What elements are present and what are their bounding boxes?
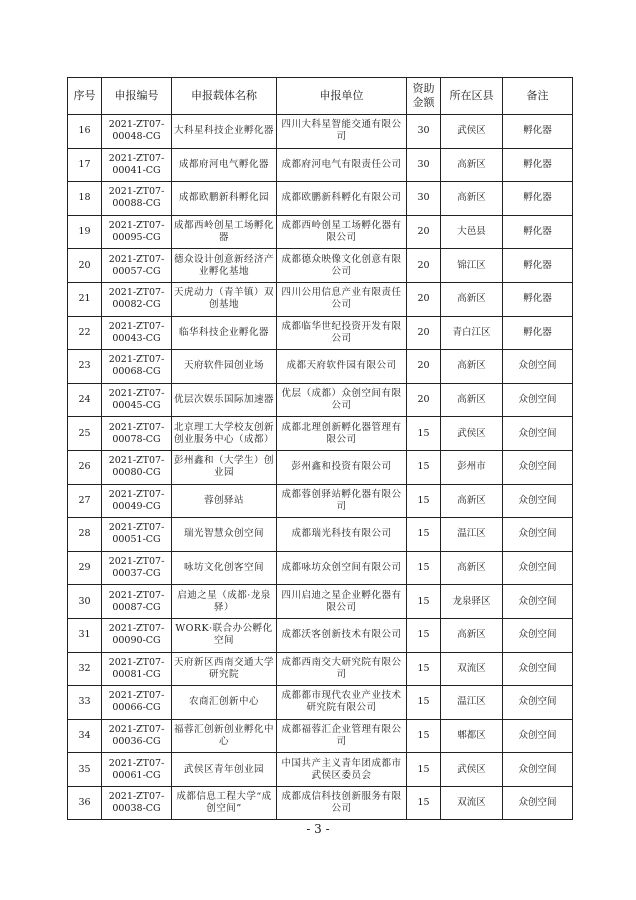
cell-district: 锦江区 — [441, 249, 503, 283]
cell-code: 2021-ZT07-00048-CG — [102, 115, 172, 149]
cell-note: 孵化器 — [503, 282, 573, 316]
cell-amount: 20 — [407, 249, 441, 283]
cell-code: 2021-ZT07-00068-CG — [102, 350, 172, 384]
cell-district: 大邑县 — [441, 215, 503, 249]
cell-note: 众创空间 — [503, 618, 573, 652]
cell-unit: 成都都市现代农业产业技术研究院有限公司 — [277, 686, 407, 720]
table-row — [68, 182, 573, 216]
cell-district: 高新区 — [441, 148, 503, 182]
cell-seq: 22 — [68, 316, 102, 350]
cell-carrier: 成都欧鹏新科孵化园 — [172, 182, 277, 216]
cell-district: 高新区 — [441, 383, 503, 417]
table-row — [68, 316, 573, 350]
cell-unit: 中国共产主义青年团成都市武侯区委员会 — [277, 753, 407, 787]
cell-seq: 33 — [68, 686, 102, 720]
table-row — [68, 417, 573, 451]
cell-code: 2021-ZT07-00038-CG — [102, 786, 172, 820]
table-row — [68, 350, 573, 384]
header-carrier: 申报载体名称 — [172, 78, 277, 115]
table-row — [68, 618, 573, 652]
cell-district: 高新区 — [441, 282, 503, 316]
cell-amount: 30 — [407, 115, 441, 149]
cell-seq: 25 — [68, 417, 102, 451]
cell-unit: 四川公用信息产业有限责任公司 — [277, 282, 407, 316]
cell-unit: 成都西南交大研究院有限公司 — [277, 652, 407, 686]
cell-district: 高新区 — [441, 182, 503, 216]
cell-unit: 成都成信科技创新服务有限公司 — [277, 786, 407, 820]
cell-note: 孵化器 — [503, 115, 573, 149]
cell-seq: 28 — [68, 518, 102, 552]
cell-amount: 15 — [407, 652, 441, 686]
cell-carrier: 天府软件园创业场 — [172, 350, 277, 384]
cell-seq: 19 — [68, 215, 102, 249]
cell-unit: 成都蓉创驿站孵化器有限公司 — [277, 484, 407, 518]
table-row — [68, 551, 573, 585]
cell-carrier: 天虎动力（青羊镇）双创基地 — [172, 282, 277, 316]
cell-note: 孵化器 — [503, 182, 573, 216]
cell-district: 温江区 — [441, 686, 503, 720]
cell-amount: 15 — [407, 551, 441, 585]
cell-amount: 30 — [407, 148, 441, 182]
cell-seq: 35 — [68, 753, 102, 787]
header-row — [68, 78, 573, 115]
cell-district: 彭州市 — [441, 450, 503, 484]
table-row — [68, 786, 573, 820]
cell-district: 高新区 — [441, 350, 503, 384]
cell-code: 2021-ZT07-00057-CG — [102, 249, 172, 283]
cell-code: 2021-ZT07-00061-CG — [102, 753, 172, 787]
cell-district: 武侯区 — [441, 115, 503, 149]
page-number: - 3 - — [306, 822, 330, 836]
cell-unit: 四川启迪之星企业孵化器有限公司 — [277, 585, 407, 619]
header-district: 所在区县 — [441, 78, 503, 115]
cell-district: 温江区 — [441, 518, 503, 552]
cell-seq: 18 — [68, 182, 102, 216]
cell-seq: 34 — [68, 719, 102, 753]
table-row — [68, 450, 573, 484]
cell-carrier: 成都西岭创星工场孵化器 — [172, 215, 277, 249]
table-row — [68, 115, 573, 149]
cell-note: 众创空间 — [503, 350, 573, 384]
table-row — [68, 484, 573, 518]
cell-district: 武侯区 — [441, 417, 503, 451]
cell-carrier: 德众设计创意新经济产业孵化基地 — [172, 249, 277, 283]
cell-unit: 成都瑞光科技有限公司 — [277, 518, 407, 552]
cell-amount: 15 — [407, 585, 441, 619]
cell-amount: 20 — [407, 316, 441, 350]
cell-amount: 30 — [407, 182, 441, 216]
cell-carrier: WORK·联合办公孵化空间 — [172, 618, 277, 652]
table-row — [68, 249, 573, 283]
cell-seq: 16 — [68, 115, 102, 149]
cell-seq: 31 — [68, 618, 102, 652]
cell-code: 2021-ZT07-00043-CG — [102, 316, 172, 350]
cell-amount: 15 — [407, 518, 441, 552]
cell-seq: 27 — [68, 484, 102, 518]
cell-unit: 彭州鑫和投资有限公司 — [277, 450, 407, 484]
cell-unit: 成都天府软件园有限公司 — [277, 350, 407, 384]
cell-code: 2021-ZT07-00037-CG — [102, 551, 172, 585]
cell-code: 2021-ZT07-00081-CG — [102, 652, 172, 686]
cell-amount: 20 — [407, 350, 441, 384]
cell-seq: 20 — [68, 249, 102, 283]
cell-note: 众创空间 — [503, 686, 573, 720]
cell-note: 孵化器 — [503, 148, 573, 182]
cell-unit: 优层（成都）众创空间有限公司 — [277, 383, 407, 417]
cell-note: 众创空间 — [503, 551, 573, 585]
cell-seq: 21 — [68, 282, 102, 316]
cell-amount: 15 — [407, 618, 441, 652]
table-row — [68, 753, 573, 787]
cell-carrier: 成都府河电气孵化器 — [172, 148, 277, 182]
table-row — [68, 686, 573, 720]
grant-table — [67, 77, 573, 820]
cell-district: 武侯区 — [441, 753, 503, 787]
cell-district: 高新区 — [441, 484, 503, 518]
cell-code: 2021-ZT07-00082-CG — [102, 282, 172, 316]
cell-code: 2021-ZT07-00090-CG — [102, 618, 172, 652]
cell-district: 青白江区 — [441, 316, 503, 350]
cell-amount: 15 — [407, 753, 441, 787]
cell-note: 众创空间 — [503, 518, 573, 552]
cell-code: 2021-ZT07-00041-CG — [102, 148, 172, 182]
table-row — [68, 215, 573, 249]
cell-amount: 15 — [407, 450, 441, 484]
cell-code: 2021-ZT07-00051-CG — [102, 518, 172, 552]
cell-amount: 15 — [407, 417, 441, 451]
table-row — [68, 652, 573, 686]
cell-note: 众创空间 — [503, 719, 573, 753]
cell-carrier: 武侯区青年创业园 — [172, 753, 277, 787]
cell-amount: 15 — [407, 719, 441, 753]
cell-carrier: 彭州鑫和（大学生）创业园 — [172, 450, 277, 484]
cell-code: 2021-ZT07-00078-CG — [102, 417, 172, 451]
cell-seq: 24 — [68, 383, 102, 417]
header-code: 申报编号 — [102, 78, 172, 115]
cell-note: 众创空间 — [503, 585, 573, 619]
table-row — [68, 518, 573, 552]
cell-carrier: 农商汇创新中心 — [172, 686, 277, 720]
cell-note: 众创空间 — [503, 383, 573, 417]
cell-unit: 成都府河电气有限责任公司 — [277, 148, 407, 182]
cell-district: 高新区 — [441, 618, 503, 652]
table-row — [68, 148, 573, 182]
cell-code: 2021-ZT07-00045-CG — [102, 383, 172, 417]
cell-code: 2021-ZT07-00088-CG — [102, 182, 172, 216]
header-seq: 序号 — [68, 78, 102, 115]
cell-note: 众创空间 — [503, 786, 573, 820]
cell-unit: 四川大科星智能交通有限公司 — [277, 115, 407, 149]
cell-code: 2021-ZT07-00036-CG — [102, 719, 172, 753]
cell-unit: 成都北理创新孵化器管理有限公司 — [277, 417, 407, 451]
cell-unit: 成都西岭创星工场孵化器有限公司 — [277, 215, 407, 249]
table-row — [68, 282, 573, 316]
cell-unit: 成都咏坊众创空间有限公司 — [277, 551, 407, 585]
cell-amount: 20 — [407, 215, 441, 249]
cell-carrier: 福蓉汇创新创业孵化中心 — [172, 719, 277, 753]
table-row — [68, 719, 573, 753]
cell-seq: 30 — [68, 585, 102, 619]
cell-unit: 成都欧鹏新科孵化有限公司 — [277, 182, 407, 216]
cell-seq: 32 — [68, 652, 102, 686]
cell-unit: 成都临华世纪投资开发有限公司 — [277, 316, 407, 350]
cell-seq: 23 — [68, 350, 102, 384]
cell-note: 众创空间 — [503, 652, 573, 686]
cell-note: 孵化器 — [503, 316, 573, 350]
cell-note: 孵化器 — [503, 215, 573, 249]
cell-district: 双流区 — [441, 652, 503, 686]
cell-code: 2021-ZT07-00095-CG — [102, 215, 172, 249]
cell-carrier: 成都信息工程大学“成创空间” — [172, 786, 277, 820]
cell-seq: 36 — [68, 786, 102, 820]
header-amount: 资助金额 — [407, 78, 441, 115]
cell-district: 双流区 — [441, 786, 503, 820]
cell-carrier: 瑞光智慧众创空间 — [172, 518, 277, 552]
cell-seq: 26 — [68, 450, 102, 484]
cell-district: 郫都区 — [441, 719, 503, 753]
cell-carrier: 临华科技企业孵化器 — [172, 316, 277, 350]
table-row — [68, 585, 573, 619]
cell-carrier: 天府新区西南交通大学研究院 — [172, 652, 277, 686]
cell-carrier: 启迪之星（成都·龙泉驿） — [172, 585, 277, 619]
cell-code: 2021-ZT07-00080-CG — [102, 450, 172, 484]
cell-carrier: 大科星科技企业孵化器 — [172, 115, 277, 149]
cell-district: 高新区 — [441, 551, 503, 585]
cell-unit: 成都德众映像文化创意有限公司 — [277, 249, 407, 283]
cell-unit: 成都福蓉汇企业管理有限公司 — [277, 719, 407, 753]
cell-seq: 29 — [68, 551, 102, 585]
table-row — [68, 383, 573, 417]
cell-amount: 15 — [407, 484, 441, 518]
header-note: 备注 — [503, 78, 573, 115]
cell-note: 众创空间 — [503, 417, 573, 451]
cell-note: 孵化器 — [503, 249, 573, 283]
cell-carrier: 咏坊文化创客空间 — [172, 551, 277, 585]
cell-carrier: 优层次娱乐国际加速器 — [172, 383, 277, 417]
cell-code: 2021-ZT07-00087-CG — [102, 585, 172, 619]
cell-district: 龙泉驿区 — [441, 585, 503, 619]
header-unit: 申报单位 — [277, 78, 407, 115]
cell-note: 众创空间 — [503, 753, 573, 787]
cell-carrier: 北京理工大学校友创新创业服务中心（成都） — [172, 417, 277, 451]
cell-amount: 20 — [407, 282, 441, 316]
cell-seq: 17 — [68, 148, 102, 182]
cell-amount: 15 — [407, 786, 441, 820]
cell-code: 2021-ZT07-00049-CG — [102, 484, 172, 518]
cell-note: 众创空间 — [503, 450, 573, 484]
cell-amount: 15 — [407, 686, 441, 720]
cell-amount: 20 — [407, 383, 441, 417]
cell-carrier: 蓉创驿站 — [172, 484, 277, 518]
cell-code: 2021-ZT07-00066-CG — [102, 686, 172, 720]
cell-note: 众创空间 — [503, 484, 573, 518]
cell-unit: 成都沃客创新技术有限公司 — [277, 618, 407, 652]
